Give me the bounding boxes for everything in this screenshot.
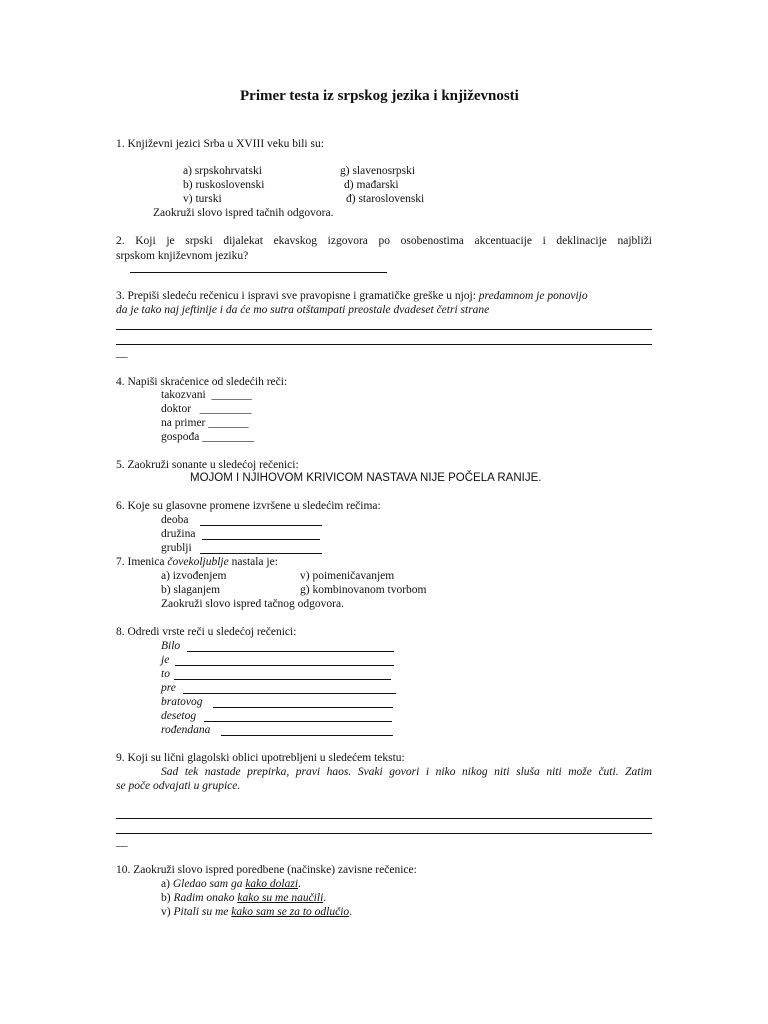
q10-option-letter: b): [161, 892, 174, 904]
q8-answer-line[interactable]: [204, 721, 392, 722]
q10-option-clause: kako su me naučili: [237, 892, 324, 904]
q6-answer-line[interactable]: [202, 539, 320, 540]
q7-prompt-post: nastala je:: [228, 556, 278, 568]
q10-prompt: 10. Zaokruži slovo ispred poredbene (načinske) zavisne rečenice:: [116, 864, 417, 876]
q10-option-letter: a): [161, 878, 173, 890]
q3-sentence-end: da je tako naj jeftinije i da će mo sutra otštampati preostale dvadeset četri strane: [116, 304, 490, 316]
q9-prompt: 9. Koji su lični glagolski oblici upotrebljeni u sledećem tekstu:: [116, 752, 405, 764]
q8-word: pre: [161, 682, 176, 694]
q4-item[interactable]: doktor _________: [161, 403, 252, 415]
q6-item: deoba: [161, 514, 189, 526]
q5-prompt: 5. Zaokruži sonante u sledećoj rečenici:: [116, 459, 299, 471]
q4-item[interactable]: takozvani _______: [161, 389, 252, 401]
q1-option: g) slavenosrpski: [340, 165, 416, 177]
q8-word: je: [161, 654, 170, 666]
q10-option-end: .: [349, 906, 353, 918]
q7-option: v) poimeničavanjem: [300, 570, 395, 582]
q4-item[interactable]: gospođa _________: [161, 431, 254, 443]
q9-answer-dash: __: [116, 836, 128, 848]
q3-prompt: 3. Prepiši sledeću rečenicu i ispravi sve pravopisne i gramatičke greške u njoj:: [116, 290, 476, 302]
q1-option: d) mađarski: [344, 179, 399, 191]
q8-word: rođendana: [161, 724, 211, 736]
q3-answer-line-2[interactable]: [116, 344, 652, 345]
q2-answer-line[interactable]: [130, 272, 387, 273]
q2-line1: 2. Koji je srpski dijalekat ekavskog izgovora po osobenostima akcentuacije i deklinacije najbliži: [116, 235, 652, 247]
q1-option: b) ruskoslovenski: [183, 179, 265, 191]
q7-instruction: Zaokruži slovo ispred tačnog odgovora.: [161, 598, 344, 610]
q8-answer-line[interactable]: [174, 679, 391, 680]
q8-word: to: [161, 668, 170, 680]
q1-instruction: Zaokruži slovo ispred tačnih odgovora.: [153, 207, 334, 219]
q10-option-clause: kako dolazi: [245, 878, 299, 890]
q10-option-letter: v): [161, 906, 174, 918]
q4-prompt: 4. Napiši skraćenice od sledećih reči:: [116, 376, 288, 388]
q9-answer-line-1[interactable]: [116, 818, 652, 819]
q6-item: grublji: [161, 542, 192, 554]
q7-prompt-word: čovekoljublje: [167, 556, 229, 568]
q7-option: g) kombinovanom tvorbom: [300, 584, 427, 596]
q7-prompt-pre: 7. Imenica: [116, 556, 168, 568]
q10-option[interactable]: [161, 905, 352, 919]
q10-option-clause: kako sam se za to odlučio: [231, 906, 350, 918]
q6-item: družina: [161, 528, 196, 540]
q3-answer-dash: __: [116, 347, 128, 359]
q10-option[interactable]: [161, 891, 326, 905]
q10-option-end: .: [298, 878, 301, 890]
q7-prompt-line: [116, 555, 278, 569]
q3-answer-line-1[interactable]: [116, 329, 652, 330]
q10-option-text: Radim onako: [173, 892, 238, 904]
q7-option: b) slaganjem: [161, 584, 221, 596]
q6-answer-line[interactable]: [200, 553, 322, 554]
q7-option: a) izvođenjem: [161, 570, 227, 582]
q10-option-end: .: [323, 892, 327, 904]
q8-answer-line[interactable]: [213, 707, 393, 708]
q10-option-text: Pitali su me: [173, 906, 232, 918]
q9-text-line1: Sad tek nastade prepirka, pravi haos. Svaki govori i niko nikog niti sluša niti može čuti. Zatim: [161, 766, 652, 778]
q8-answer-line[interactable]: [175, 665, 394, 666]
q8-answer-line[interactable]: [183, 693, 396, 694]
q8-answer-line[interactable]: [187, 651, 394, 652]
q2-line2: srpskom književnom jeziku?: [116, 250, 249, 262]
page-title: Primer testa iz srpskog jezika i književnosti: [240, 88, 519, 104]
q8-word: desetog: [161, 710, 197, 722]
q6-prompt: 6. Koje su glasovne promene izvršene u sledećim rečima:: [116, 500, 381, 512]
q1-option: v) turski: [183, 193, 222, 205]
q5-sentence: MOJOM I NJIHOVOM KRIVICOM NASTAVA NIJE POČELA RANIJE.: [190, 472, 542, 484]
q10-option-text: Gledao sam ga: [172, 878, 246, 890]
q8-answer-line[interactable]: [221, 735, 393, 736]
q1-option: a) srpskohrvatski: [183, 165, 262, 177]
q4-item[interactable]: na primer _______: [161, 417, 249, 429]
q8-word: bratovog: [161, 696, 203, 708]
q3-sentence-start: predamnom je ponovijo: [478, 290, 588, 302]
q6-answer-line[interactable]: [200, 525, 322, 526]
q3-prompt-line: [116, 289, 588, 303]
q1-prompt: 1. Književni jezici Srba u XVIII veku bili su:: [116, 138, 324, 150]
q8-word: Bilo: [161, 640, 181, 652]
q9-text-line2: se poče odvajati u grupice.: [116, 780, 241, 792]
q10-option[interactable]: [161, 877, 301, 891]
q8-prompt: 8. Odredi vrste reči u sledećoj rečenici:: [116, 626, 297, 638]
q9-answer-line-2[interactable]: [116, 833, 652, 834]
q1-option: đ) staroslovenski: [346, 193, 425, 205]
